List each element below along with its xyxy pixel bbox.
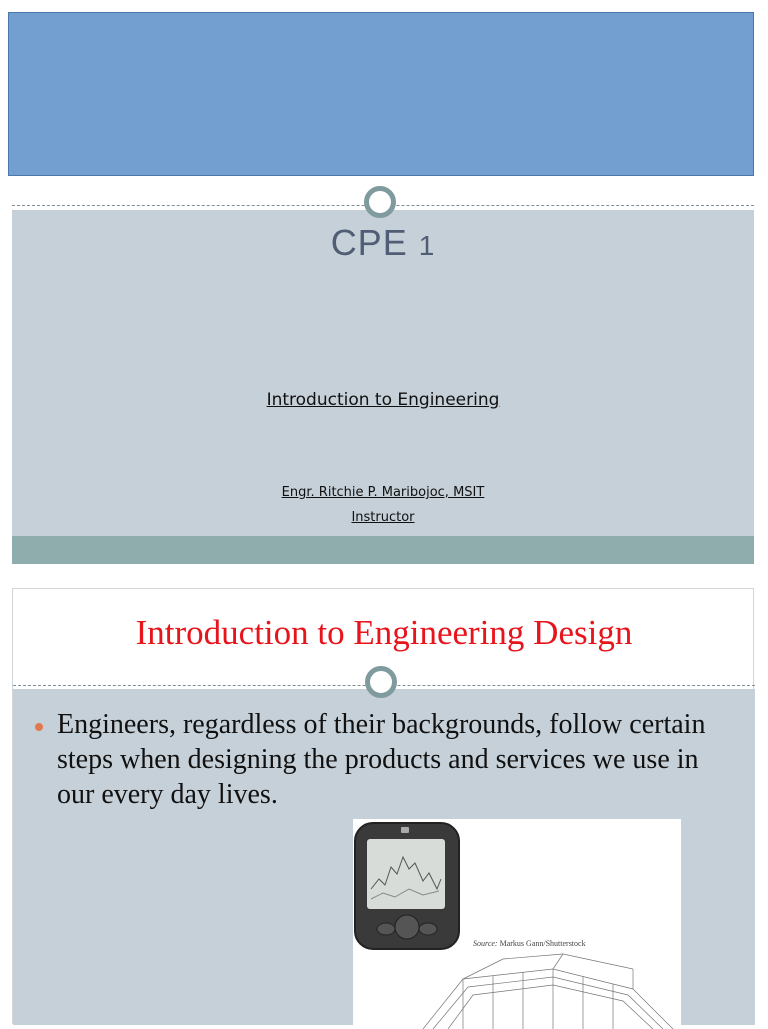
header-band (8, 12, 754, 176)
caption-label: Source: (473, 939, 498, 948)
footer-band (12, 536, 754, 564)
bullet-dot-icon (35, 723, 43, 731)
slide-title (12, 222, 754, 264)
bullet-text: Engineers, regardless of their backgrounds, follow certain steps when designing the products and services we use in our every day lives. (57, 709, 706, 810)
caption-credit: Markus Gann/Shutterstock (499, 939, 586, 948)
image-caption (473, 939, 586, 948)
ring-icon (365, 666, 397, 698)
course-subtitle: Introduction to Engineering (266, 390, 500, 410)
slide-title-text: CPE (330, 222, 408, 263)
building-wireframe-icon (423, 954, 673, 1029)
ring-icon (364, 186, 396, 218)
title-slide (8, 12, 754, 564)
pda-building-illustration (353, 819, 681, 1029)
instructor-role: Instructor (351, 510, 415, 525)
content-slide (12, 588, 754, 1024)
slide-title-number: 1 (418, 230, 436, 261)
slide-heading: Introduction to Engineering Design (135, 613, 633, 652)
device-and-building-image (353, 819, 681, 1029)
instructor-name: Engr. Ritchie P. Maribojoc, MSIT (281, 485, 485, 500)
pda-device-icon (355, 823, 459, 949)
